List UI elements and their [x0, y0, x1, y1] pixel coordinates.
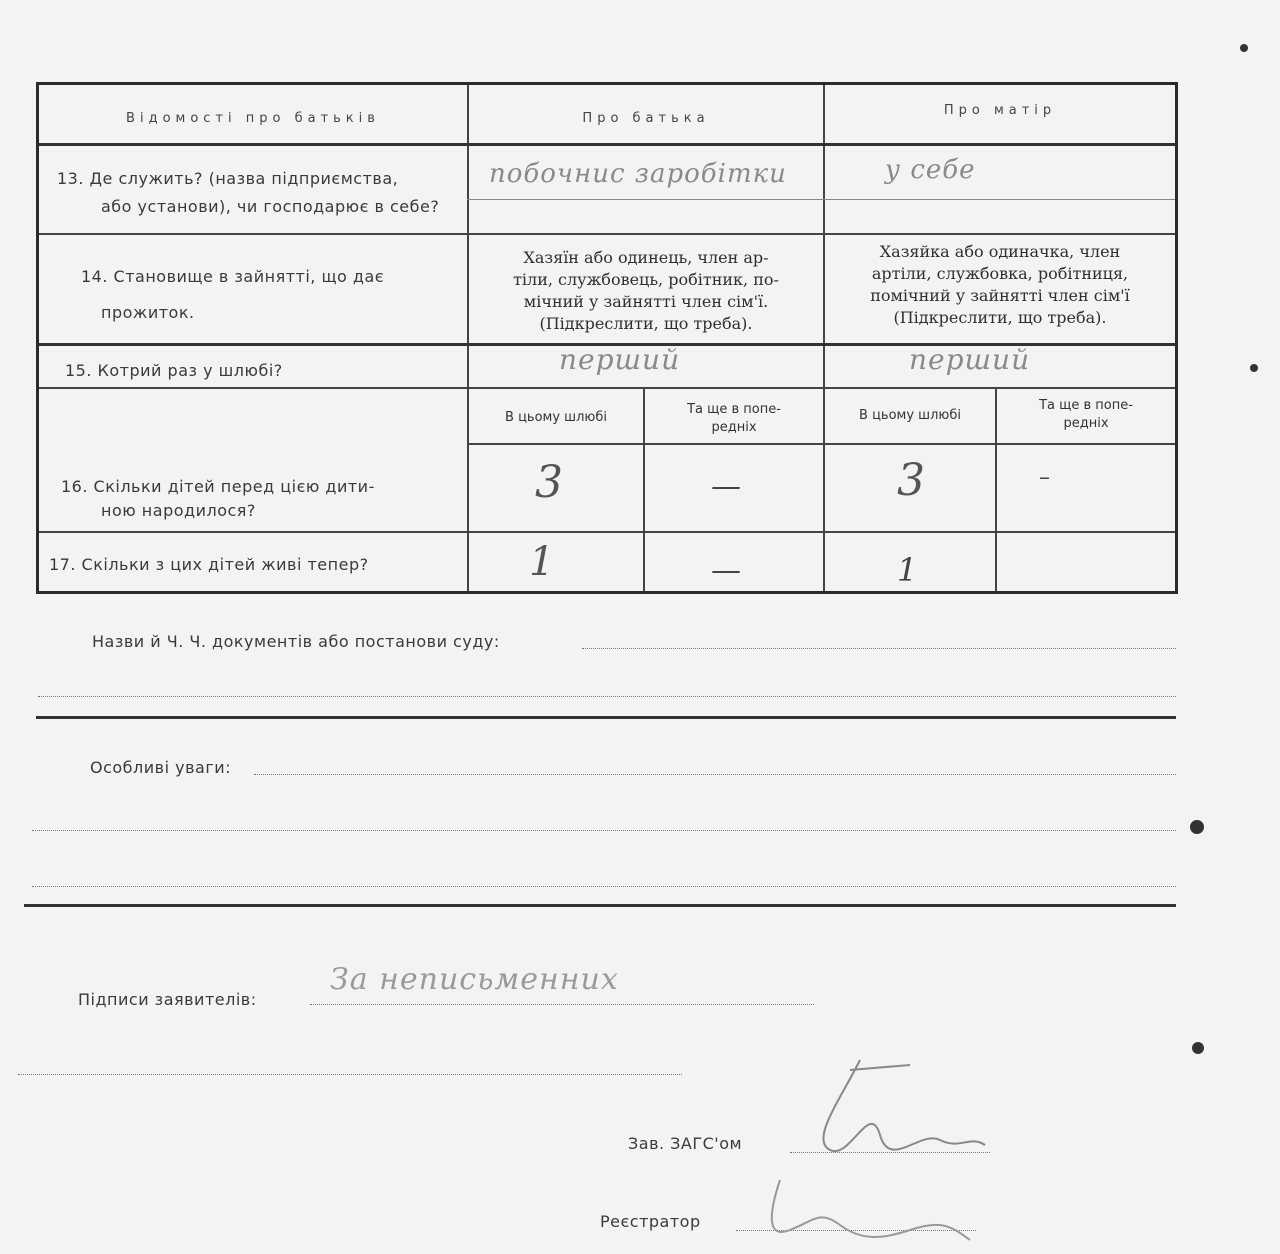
row14-father-option-line3: мічний у зайнятті член сім'ї.: [523, 292, 769, 311]
binding-hole-mark: [1250, 364, 1258, 372]
row16-label-line2: ною народилося?: [101, 501, 256, 520]
row14-mother-options: [827, 241, 1173, 329]
row17-father-this-value: 1: [529, 539, 556, 585]
remarks-label: Особливі уваги:: [90, 758, 232, 777]
row13-label-line1: 13. Де служить? (назва підприємства,: [57, 169, 399, 188]
registrar-signature-scribble: [760, 1170, 980, 1254]
row13-father-handwriting: побочнис заробітки: [489, 159, 787, 189]
documents-line-1: [582, 648, 1176, 649]
row17-label: 17. Скільки з цих дітей живі тепер?: [49, 555, 369, 574]
subheader-father-previous-line1: Та ще в попе-: [687, 402, 781, 417]
row14-father-option-line2: тіли, службовець, робітник, по-: [513, 270, 779, 289]
row13-value-underline: [467, 199, 1175, 200]
binding-hole-mark: [1192, 1042, 1204, 1054]
row16-label-line1: 16. Скільки дітей перед цією дити-: [61, 477, 375, 496]
row14-mother-option-line4: (Підкреслити, що треба).: [893, 308, 1107, 327]
row14-father-option-line1: Хазяїн або одинець, член ар-: [523, 248, 769, 267]
row17-mother-this-value: 1: [897, 551, 919, 589]
row-divider-13: [39, 233, 1175, 235]
registrar-label: Реєстратор: [600, 1212, 701, 1231]
remarks-separator: [24, 904, 1176, 907]
subheader-mother-previous-line2: редніх: [1063, 416, 1109, 431]
parents-info-table: [36, 82, 1178, 594]
subheader-father-previous-line2: редніх: [711, 420, 757, 435]
row16-father-this-value: 3: [535, 457, 564, 508]
binding-hole-mark: [1190, 820, 1204, 834]
header-parents-info: Відомості про батьків: [126, 111, 380, 126]
row17-father-prev-value: —: [711, 553, 742, 588]
subheader-mother-this-marriage: В цьому шлюбі: [859, 408, 961, 423]
row14-label-line2: прожиток.: [101, 303, 195, 322]
row-divider-header: [39, 143, 1175, 146]
subheader-mother-previous: [997, 397, 1175, 433]
row16-father-prev-value: —: [711, 469, 742, 504]
row15-mother-handwriting: перший: [909, 343, 1031, 376]
header-mother: Про матір: [943, 103, 1057, 118]
signatures-line-2: [18, 1074, 682, 1075]
row13-label-line2: або установи), чи господарює в себе?: [101, 197, 440, 216]
subheader-mother-previous-line1: Та ще в попе-: [1039, 398, 1133, 413]
documents-label: Назви й Ч. Ч. документів або постанови суду:: [92, 632, 500, 651]
header-father: Про батька: [582, 111, 710, 126]
signatures-label: Підписи заявителів:: [78, 990, 257, 1009]
binding-hole-mark: [1240, 44, 1248, 52]
subheader-father-this-marriage: В цьому шлюбі: [505, 410, 607, 425]
row-divider-15: [39, 387, 1175, 389]
row14-label-line1: 14. Становище в зайнятті, що дає: [81, 267, 385, 286]
row-divider-16: [39, 531, 1175, 533]
documents-line-2: [38, 696, 1176, 697]
subheader-father-previous: [645, 401, 823, 437]
row14-father-option-line4: (Підкреслити, що треба).: [539, 314, 753, 333]
zags-head-label: Зав. ЗАГС'ом: [628, 1134, 743, 1153]
row14-mother-option-line1: Хазяйка або одиначка, член: [879, 242, 1121, 261]
row-divider-subheader: [467, 443, 1175, 445]
row14-mother-option-line3: помічний у зайнятті член сім'ї: [870, 286, 1130, 305]
documents-separator: [36, 716, 1176, 719]
remarks-line-3: [32, 886, 1176, 887]
remarks-line-2: [32, 830, 1176, 831]
row14-mother-option-line2: артіли, службовка, робітниця,: [871, 264, 1129, 283]
signature-handwriting-1: За неписьменних: [330, 962, 619, 997]
row14-father-options: [471, 247, 821, 335]
row16-mother-this-value: 3: [897, 455, 926, 506]
row16-mother-prev-value: –: [1039, 465, 1051, 490]
col-divider-1: [467, 85, 469, 591]
col-divider-2: [823, 85, 825, 591]
remarks-line-1: [254, 774, 1176, 775]
row13-mother-handwriting: у себе: [885, 155, 976, 185]
row15-father-handwriting: перший: [559, 343, 681, 376]
row15-label: 15. Котрий раз у шлюбі?: [65, 361, 283, 380]
zags-signature-scribble: [800, 1040, 1000, 1160]
signatures-line-1: [310, 1004, 814, 1005]
